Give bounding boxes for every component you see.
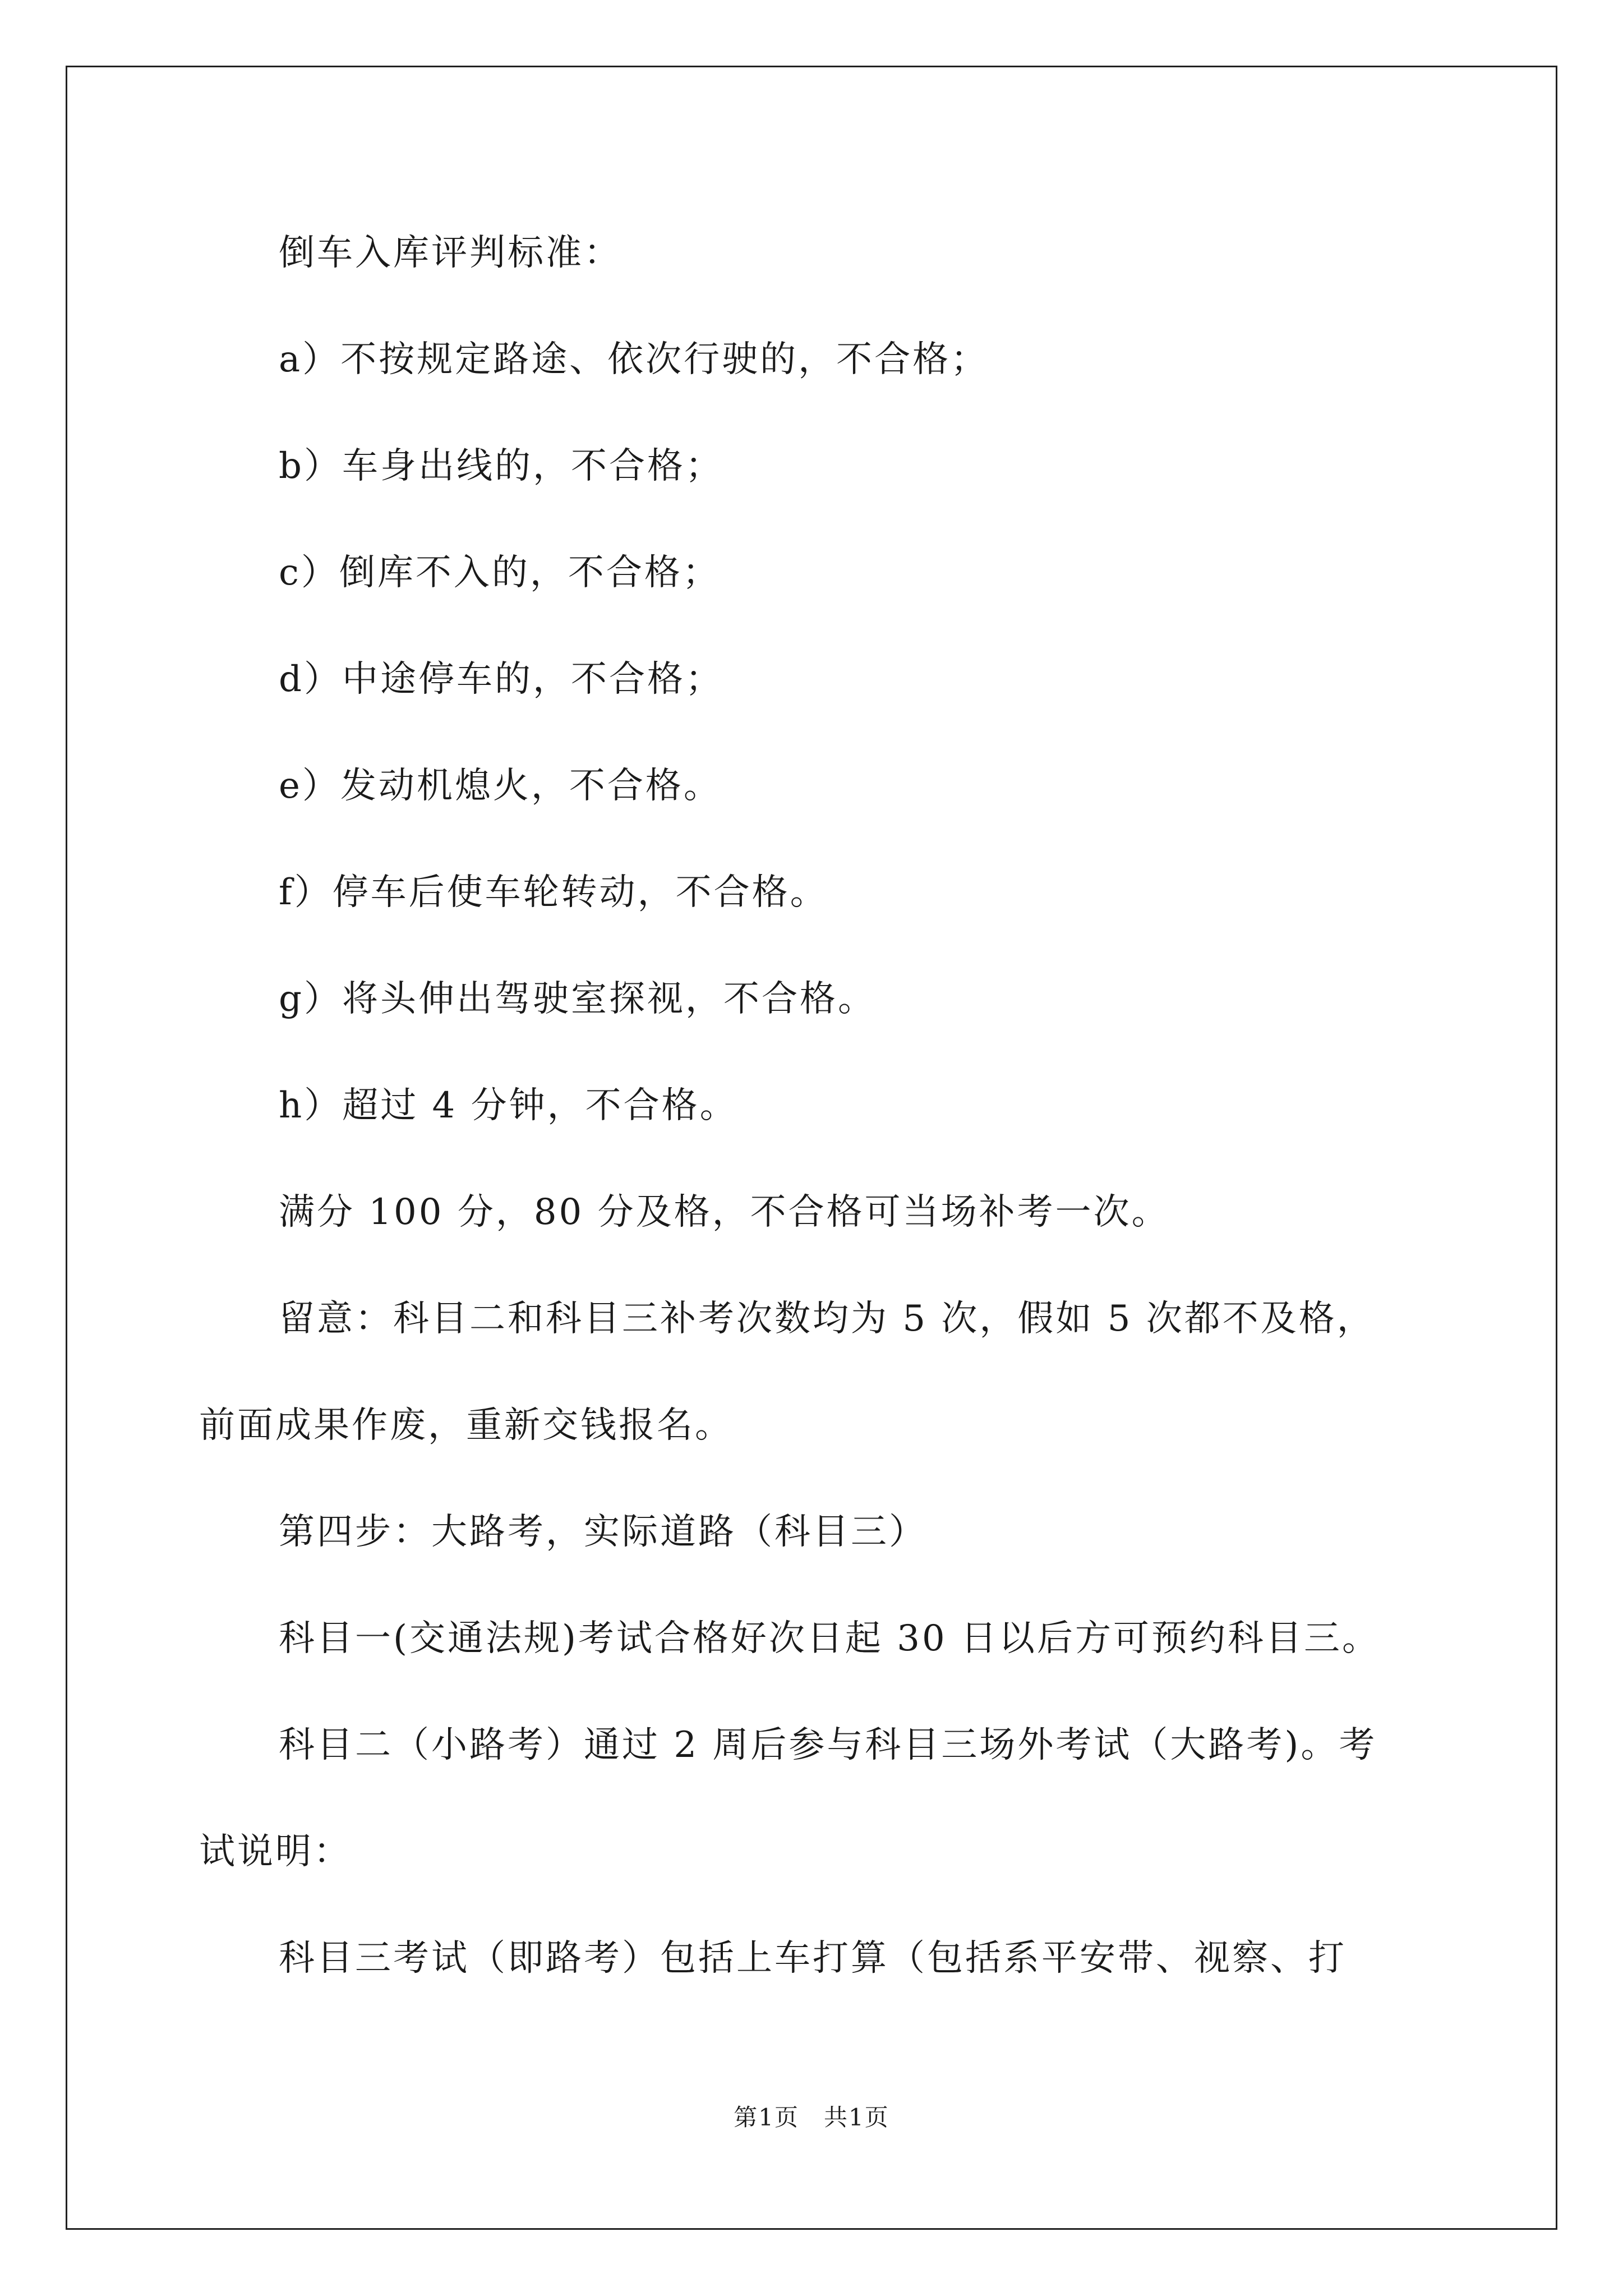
list-item-d: d）中途停车的，不合格； <box>279 659 723 700</box>
paragraph-subject-three: 科目三考试（即路考）包括上车打算（包括系平安带、视察、打 <box>279 1938 1347 1979</box>
page-footer: 第1页 共1页 <box>734 2104 889 2131</box>
list-item-f: f）停车后使车轮转动，不合格。 <box>279 872 828 913</box>
page-border <box>66 66 1557 2230</box>
paragraph-full-score: 满分 100 分，80 分及格，不合格可当场补考一次。 <box>279 1191 1170 1233</box>
paragraph-notice: 留意：科目二和科目三补考次数均为 5 次，假如 5 次都不及格， <box>279 1298 1375 1340</box>
list-item-a: a）不按规定路途、依次行驶的，不合格； <box>279 339 989 380</box>
list-item-h: h）超过 4 分钟，不合格。 <box>279 1085 738 1126</box>
paragraph-subject-two-continued: 试说明： <box>199 1831 352 1872</box>
list-item-b: b）车身出线的，不合格； <box>279 445 723 487</box>
paragraph-heading-reverse-parking: 倒车入库评判标准： <box>279 232 622 274</box>
list-item-c: c）倒库不入的，不合格； <box>279 552 721 593</box>
paragraph-notice-continued: 前面成果作废，重新交钱报名。 <box>199 1405 733 1446</box>
paragraph-step-four: 第四步：大路考，实际道路（科目三） <box>279 1511 927 1553</box>
paragraph-subject-two: 科目二（小路考）通过 2 周后参与科目三场外考试（大路考)。考 <box>279 1724 1377 1766</box>
list-item-g: g）将头伸出驾驶室探视，不合格。 <box>279 978 876 1020</box>
paragraph-subject-one: 科目一(交通法规)考试合格好次日起 30 日以后方可预约科目三。 <box>279 1618 1381 1659</box>
list-item-e: e）发动机熄火，不合格。 <box>279 765 722 807</box>
